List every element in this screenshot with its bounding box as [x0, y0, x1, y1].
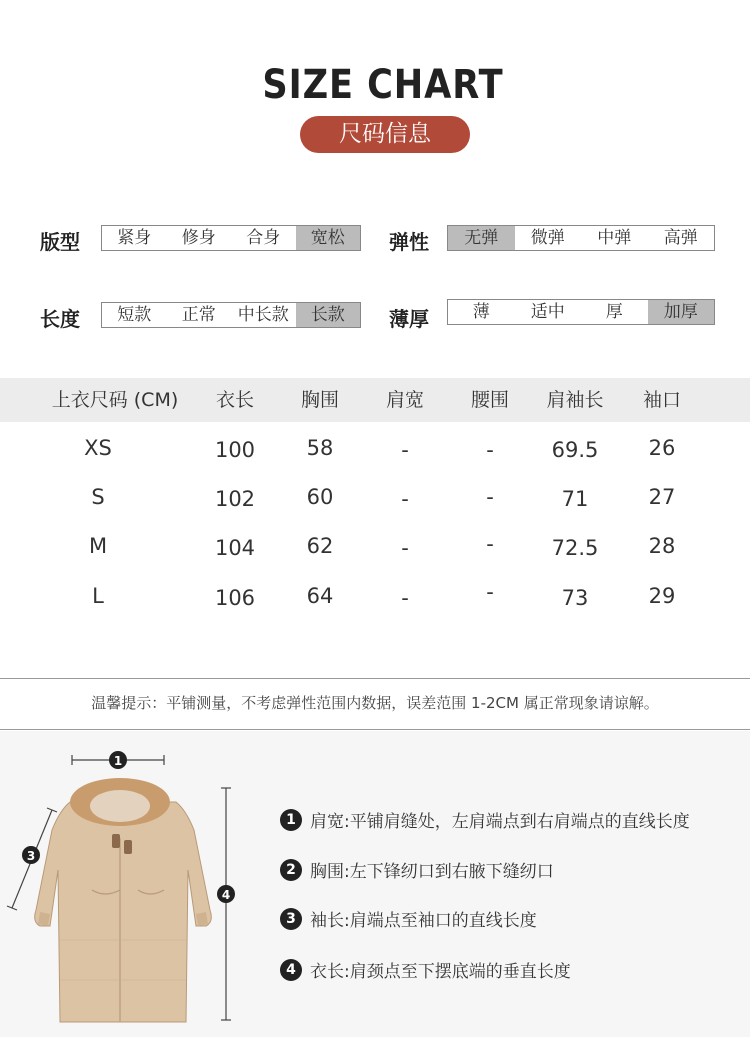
measurement-text: 肩宽:平铺肩缝处，左肩端点到右肩端点的直线长度 [310, 812, 690, 832]
param-option: 适中 [530, 302, 565, 322]
table-header-sleeve: 肩袖长 [546, 389, 604, 411]
param-option-selected: 长款 [296, 303, 361, 327]
number-badge: 3 [280, 908, 302, 930]
length-measure-line [217, 788, 235, 1020]
param-option-selected: 加厚 [648, 300, 715, 324]
param-option: 厚 [605, 302, 623, 322]
param-option: 修身 [181, 228, 216, 248]
table-cell: - [486, 580, 494, 604]
table-header-waist: 腰围 [470, 389, 509, 411]
table-cell: 26 [648, 436, 676, 460]
table-cell: 58 [306, 436, 334, 460]
param-option: 薄 [472, 302, 490, 322]
table-cell-size: S [91, 485, 105, 509]
param-option-selected: 无弹 [448, 226, 515, 250]
coat-illustration [35, 778, 212, 1022]
table-cell: 102 [214, 487, 256, 511]
table-cell: 72.5 [551, 536, 599, 560]
table-header-size: 上衣尺码 (CM) [51, 389, 179, 411]
param-label-fit: 版型 [40, 230, 80, 254]
table-cell: 100 [214, 438, 256, 462]
svg-text:3: 3 [26, 849, 36, 863]
table-header-chest: 胸围 [300, 389, 339, 411]
table-cell: 28 [648, 534, 676, 558]
measurement-text: 袖长:肩端点至袖口的直线长度 [310, 911, 537, 931]
measurement-text: 胸围:左下锋纫口到右腋下缝纫口 [310, 862, 554, 882]
table-cell: 60 [306, 485, 334, 509]
param-box-thickness [447, 299, 715, 325]
table-cell-size: M [88, 534, 108, 558]
table-header-shoulder: 肩宽 [385, 389, 424, 411]
param-box-fit [101, 225, 361, 251]
param-box-elasticity [447, 225, 715, 251]
coat-diagram [0, 740, 260, 1037]
table-cell: 106 [214, 586, 256, 610]
param-option: 高弹 [663, 228, 698, 248]
measurement-item-sleeve [280, 906, 537, 931]
measurement-item-length [280, 957, 571, 982]
table-cell: 29 [648, 584, 676, 608]
number-badge: 1 [280, 809, 302, 831]
param-option: 紧身 [117, 228, 152, 248]
param-option-selected: 宽松 [296, 226, 361, 250]
param-option: 微弹 [530, 228, 565, 248]
param-label-length: 长度 [40, 307, 80, 331]
table-header-length: 衣长 [215, 389, 254, 411]
table-cell: 62 [306, 534, 334, 558]
table-cell: 104 [214, 536, 256, 560]
table-cell: - [401, 536, 409, 560]
param-option: 合身 [246, 228, 281, 248]
table-cell-size: XS [84, 436, 112, 460]
measurement-item-chest [280, 857, 554, 882]
measurement-text: 衣长:肩颈点至下摆底端的垂直长度 [310, 962, 571, 982]
param-box-length [101, 302, 361, 328]
param-option: 短款 [117, 305, 152, 325]
number-badge: 2 [280, 859, 302, 881]
page-subtitle-badge: 尺码信息 [300, 116, 470, 153]
table-cell: 64 [306, 584, 334, 608]
table-cell-size: L [92, 584, 104, 608]
table-cell: - [486, 532, 494, 556]
param-option: 中长款 [237, 305, 289, 325]
table-cell: - [401, 487, 409, 511]
table-cell: - [401, 586, 409, 610]
table-cell: - [486, 485, 494, 509]
table-cell: 73 [561, 586, 589, 610]
table-cell: 69.5 [551, 438, 599, 462]
param-option: 中弹 [597, 228, 632, 248]
notice-text: 温馨提示：平铺测量，不考虑弹性范围内数据，误差范围 1-2CM 属正常现象请谅解。 [91, 694, 659, 712]
param-label-elasticity: 弹性 [389, 230, 429, 254]
number-badge: 4 [280, 959, 302, 981]
table-header-cuff: 袖口 [642, 389, 681, 411]
table-cell: - [486, 438, 494, 462]
table-cell: - [401, 438, 409, 462]
param-label-thickness: 薄厚 [389, 307, 429, 331]
table-cell: 27 [648, 485, 676, 509]
svg-text:1: 1 [113, 754, 123, 768]
shoulder-measure-line [72, 751, 164, 769]
svg-text:4: 4 [221, 888, 231, 902]
table-cell: 71 [561, 487, 589, 511]
param-option: 正常 [181, 305, 216, 325]
page-title: SIZE CHART [262, 62, 504, 108]
measurement-item-shoulder [280, 807, 690, 832]
